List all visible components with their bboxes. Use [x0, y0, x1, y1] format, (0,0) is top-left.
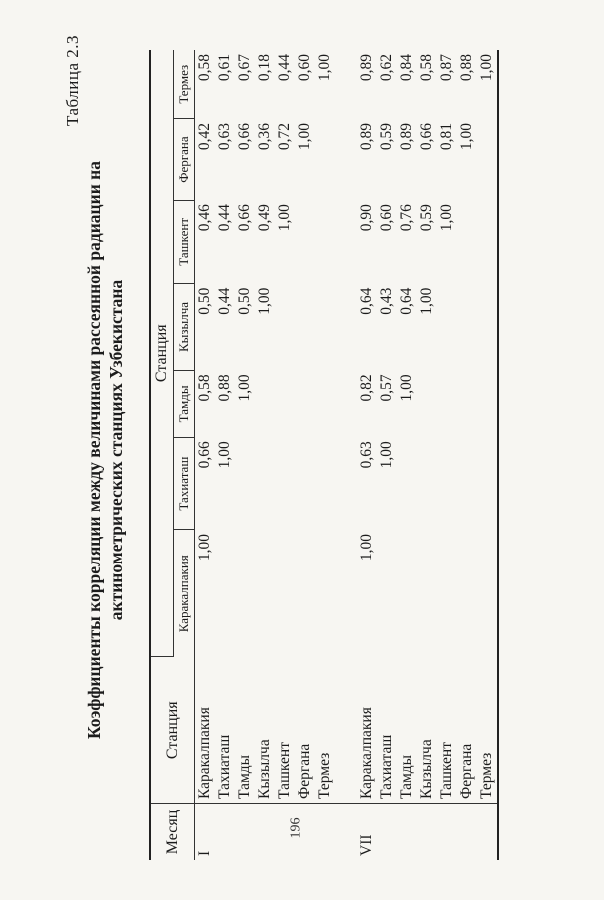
- month-cell: [255, 804, 275, 861]
- correlation-value-cell: 0,42: [196, 122, 213, 151]
- correlation-value-cell: 0,84: [398, 54, 415, 82]
- correlation-value-cell: 0,76: [398, 204, 415, 232]
- station-name-cell: Тамды: [397, 657, 417, 804]
- correlation-value-cell: 0,64: [398, 287, 415, 315]
- correlation-value-cell: [417, 530, 437, 657]
- table-row: [417, 50, 437, 860]
- correlation-value-cell: 0,60: [296, 54, 313, 82]
- correlation-value-cell: 0,67: [236, 54, 253, 82]
- table-row: [255, 50, 275, 860]
- station-name-cell: Кызылча: [255, 657, 275, 804]
- correlation-value-cell: 0,81: [438, 122, 455, 151]
- correlation-value-cell: [255, 530, 275, 657]
- correlation-value-cell: [315, 284, 335, 371]
- station-name-cell: Тахиаташ: [215, 657, 235, 804]
- month-cell: [417, 804, 437, 861]
- month-cell: [457, 804, 477, 861]
- correlation-value-cell: 0,89: [358, 122, 375, 151]
- correlation-value-cell: 0,44: [276, 54, 293, 82]
- correlation-value-cell: 0,66: [418, 122, 435, 151]
- table-row: [195, 50, 216, 860]
- correlation-value-cell: 1,00: [256, 287, 273, 315]
- correlation-value-cell: [477, 370, 498, 437]
- correlation-value-cell: [315, 437, 335, 530]
- table-row: [235, 50, 255, 860]
- correlation-value-cell: 0,46: [196, 204, 213, 232]
- spacer-cell: [335, 657, 357, 804]
- correlation-value-cell: [295, 437, 315, 530]
- correlation-value-cell: 0,63: [216, 122, 233, 151]
- correlation-value-cell: 1,00: [276, 204, 293, 232]
- station-name-cell: Ташкент: [437, 657, 457, 804]
- correlation-value-cell: [437, 437, 457, 530]
- correlation-value-cell: 1,00: [216, 441, 233, 469]
- correlation-table: [149, 50, 499, 860]
- correlation-value-cell: [457, 437, 477, 530]
- table-row: [457, 50, 477, 860]
- correlation-value-cell: 0,57: [378, 374, 395, 402]
- correlation-value-cell: 0,63: [358, 441, 375, 469]
- station-name-cell: Каракалпакия: [357, 657, 377, 804]
- correlation-value-cell: [417, 370, 437, 437]
- month-cell: [235, 804, 255, 861]
- station-name-cell: Термез: [315, 657, 335, 804]
- correlation-value-cell: [457, 284, 477, 371]
- station-name-cell: Кызылча: [417, 657, 437, 804]
- month-cell: I: [196, 850, 213, 856]
- correlation-value-cell: 0,89: [398, 122, 415, 151]
- column-header: Тамды: [174, 370, 195, 437]
- correlation-value-cell: [275, 370, 295, 437]
- page-number: 196: [288, 817, 304, 839]
- correlation-value-cell: 0,89: [358, 54, 375, 82]
- caption-line-2: актинометрических станциях Узбекистана: [106, 279, 126, 621]
- correlation-value-cell: [315, 370, 335, 437]
- correlation-value-cell: 0,58: [196, 54, 213, 82]
- correlation-value-cell: 1,00: [477, 50, 498, 119]
- column-header: Фергана: [174, 119, 195, 200]
- station-name-cell: Каракалпакия: [195, 657, 216, 804]
- correlation-value-cell: [295, 200, 315, 283]
- correlation-value-cell: [275, 530, 295, 657]
- correlation-value-cell: 0,72: [276, 122, 293, 151]
- correlation-value-cell: [215, 530, 235, 657]
- month-cell: VII: [358, 834, 375, 856]
- correlation-value-cell: 1,00: [458, 122, 475, 151]
- correlation-value-cell: 0,36: [256, 122, 273, 151]
- correlation-value-cell: [477, 119, 498, 200]
- correlation-value-cell: 0,59: [378, 122, 395, 151]
- correlation-value-cell: 1,00: [316, 54, 333, 82]
- table-body: [195, 50, 499, 860]
- correlation-value-cell: [255, 370, 275, 437]
- correlation-value-cell: [437, 530, 457, 657]
- station-name-cell: Ташкент: [275, 657, 295, 804]
- table-caption: [83, 35, 127, 865]
- column-header: Кызылча: [174, 284, 195, 371]
- rotated-table-block: [57, 35, 547, 865]
- correlation-value-cell: 0,59: [418, 204, 435, 232]
- column-header: Термез: [174, 50, 195, 119]
- correlation-value-cell: [437, 284, 457, 371]
- correlation-value-cell: [477, 437, 498, 530]
- correlation-value-cell: 0,44: [216, 287, 233, 315]
- correlation-value-cell: [397, 437, 417, 530]
- correlation-value-cell: [457, 530, 477, 657]
- correlation-value-cell: 1,00: [398, 374, 415, 402]
- caption-line-1: Коэффициенты корреляции между величинами рассеянной радиации на: [84, 160, 104, 740]
- correlation-value-cell: [295, 530, 315, 657]
- month-cell: [215, 804, 235, 861]
- correlation-value-cell: 1,00: [196, 533, 213, 562]
- station-name-cell: Тамды: [235, 657, 255, 804]
- correlation-value-cell: 0,50: [236, 287, 253, 315]
- correlation-value-cell: 0,88: [458, 54, 475, 82]
- correlation-value-cell: [295, 284, 315, 371]
- correlation-value-cell: 0,64: [358, 287, 375, 315]
- correlation-value-cell: 0,90: [358, 204, 375, 232]
- block-separator: [335, 50, 357, 860]
- table-row: [357, 50, 377, 860]
- correlation-value-cell: 0,43: [378, 287, 395, 315]
- table-row: [397, 50, 417, 860]
- month-cell: [477, 804, 498, 861]
- column-header: Тахиаташ: [174, 437, 195, 530]
- correlation-value-cell: [255, 437, 275, 530]
- correlation-value-cell: 0,58: [196, 374, 213, 402]
- correlation-value-cell: 1,00: [378, 441, 395, 469]
- station-name-cell: Фергана: [457, 657, 477, 804]
- correlation-value-cell: 0,88: [216, 374, 233, 402]
- correlation-value-cell: [477, 200, 498, 283]
- station-name-cell: Фергана: [295, 657, 315, 804]
- table-row: [215, 50, 235, 860]
- spacer-cell: [335, 804, 357, 861]
- table-number: Таблица 2.3: [63, 35, 82, 126]
- correlation-value-cell: 1,00: [358, 533, 375, 562]
- correlation-value-cell: 0,62: [378, 54, 395, 82]
- table-row: [315, 50, 335, 860]
- table-row: [477, 50, 498, 860]
- month-cell: [437, 804, 457, 861]
- correlation-value-cell: [377, 530, 397, 657]
- correlation-value-cell: 0,18: [256, 54, 273, 82]
- correlation-value-cell: [235, 437, 255, 530]
- correlation-value-cell: [235, 530, 255, 657]
- correlation-value-cell: 0,49: [256, 204, 273, 232]
- correlation-value-cell: [275, 437, 295, 530]
- correlation-value-cell: [315, 119, 335, 200]
- column-header: Каракалпакия: [174, 530, 195, 657]
- correlation-value-cell: [477, 284, 498, 371]
- station-name-cell: Термез: [477, 657, 498, 804]
- header-station: Станция: [150, 657, 195, 804]
- correlation-value-cell: 1,00: [236, 374, 253, 402]
- month-cell: [315, 804, 335, 861]
- header-station-group: Станция: [150, 50, 174, 657]
- correlation-value-cell: 0,44: [216, 204, 233, 232]
- correlation-value-cell: 0,60: [378, 204, 395, 232]
- header-month: Месяц: [150, 804, 195, 861]
- correlation-value-cell: 0,66: [236, 204, 253, 232]
- station-name-cell: Тахиаташ: [377, 657, 397, 804]
- correlation-value-cell: 0,87: [438, 54, 455, 82]
- month-cell: [397, 804, 417, 861]
- table-row: [295, 50, 315, 860]
- correlation-value-cell: [315, 200, 335, 283]
- correlation-value-cell: [275, 284, 295, 371]
- spacer-cell: [335, 50, 357, 657]
- table-row: [437, 50, 457, 860]
- table-row: [377, 50, 397, 860]
- correlation-value-cell: [295, 370, 315, 437]
- correlation-value-cell: [417, 437, 437, 530]
- correlation-value-cell: [437, 370, 457, 437]
- correlation-value-cell: 0,58: [418, 54, 435, 82]
- correlation-value-cell: 0,50: [196, 287, 213, 315]
- correlation-value-cell: [457, 200, 477, 283]
- correlation-value-cell: [457, 370, 477, 437]
- month-cell: [377, 804, 397, 861]
- correlation-value-cell: 0,61: [216, 54, 233, 82]
- correlation-value-cell: 1,00: [418, 287, 435, 315]
- correlation-value-cell: 0,66: [236, 122, 253, 151]
- correlation-value-cell: 1,00: [438, 204, 455, 232]
- correlation-value-cell: [477, 530, 498, 657]
- correlation-value-cell: 1,00: [296, 122, 313, 151]
- column-header: Ташкент: [174, 200, 195, 283]
- correlation-value-cell: 0,82: [358, 374, 375, 402]
- correlation-value-cell: [397, 530, 417, 657]
- correlation-value-cell: [315, 530, 335, 657]
- correlation-value-cell: 0,66: [196, 441, 213, 469]
- table-row: [275, 50, 295, 860]
